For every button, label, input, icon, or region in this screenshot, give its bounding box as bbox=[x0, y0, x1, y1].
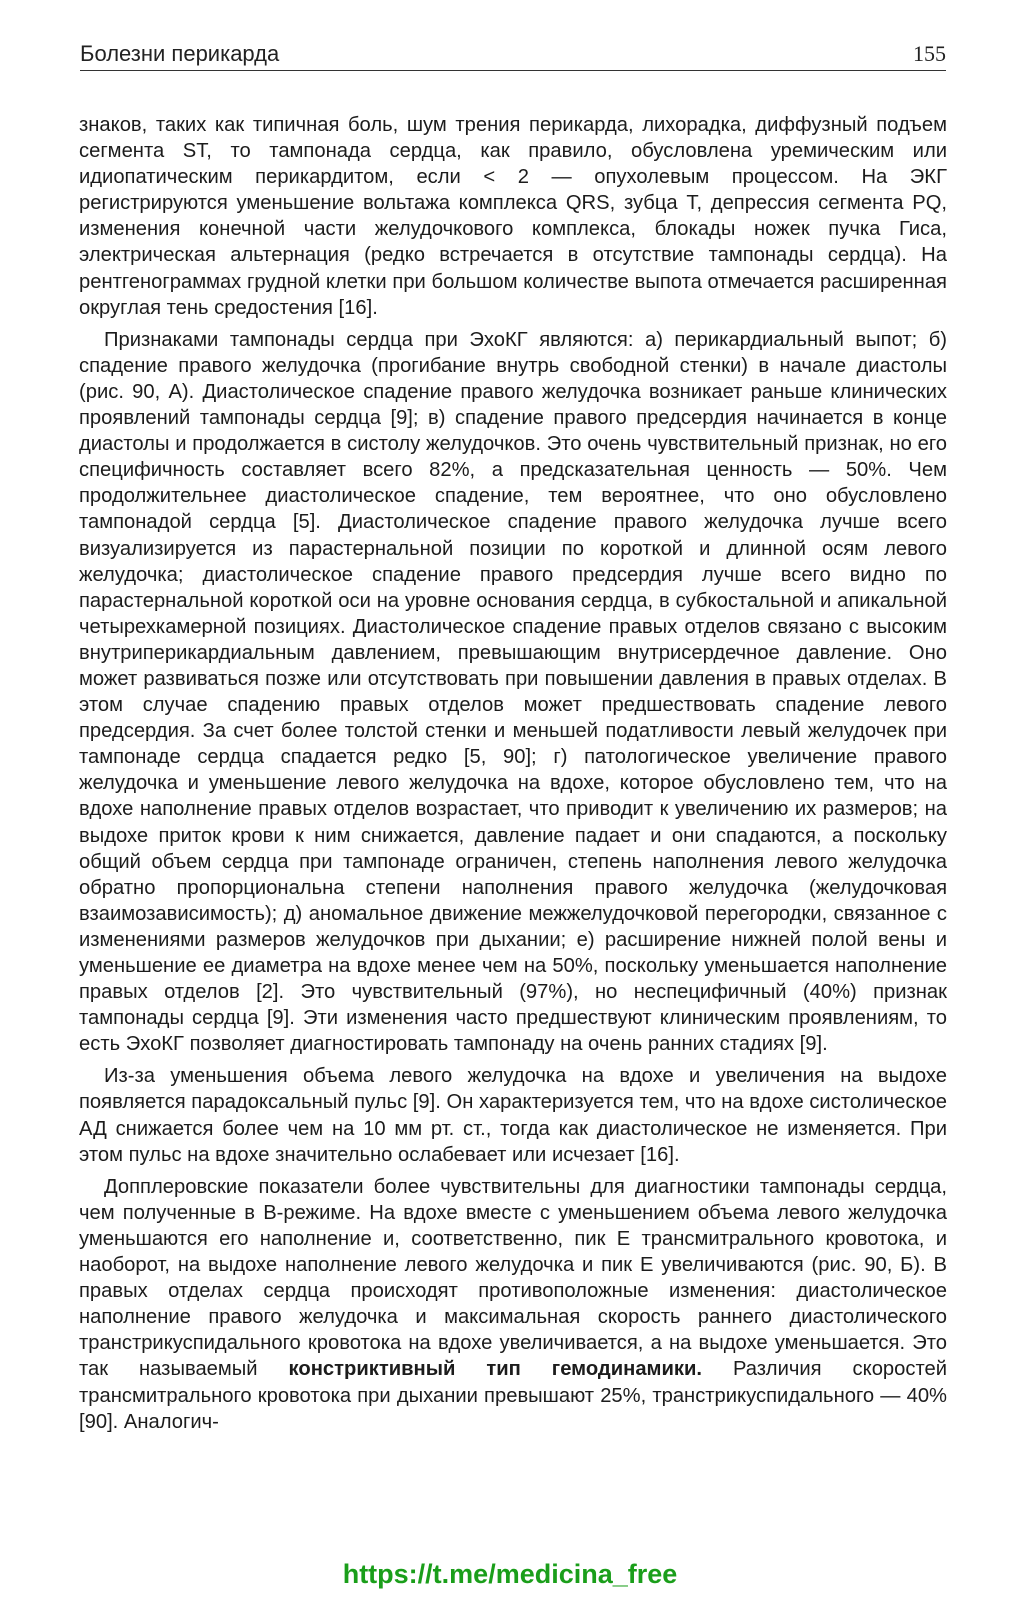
paragraph-3: Из-за уменьшения объема левого желудочка на вдохе и увеличения на выдохе появляется парадоксальный пульс [9]. Он характеризуется тем, что на вдохе систолическое АД снижается более чем на 10 мм рт. ст., тогда как диастолическое не изменяется. При этом пульс на вдохе значительно ослабевает или исчезает [16]. bbox=[79, 1065, 947, 1166]
page-body bbox=[79, 112, 947, 1441]
bold-term: констриктивный тип гемодинамики. bbox=[288, 1358, 703, 1381]
paragraph-2: Признаками тампонады сердца при ЭхоКГ являются: а) перикардиальный выпот; б) спадение правого желудочка (прогибание внутрь свободной стенки) в начале диастолы (рис. 90, А). Диастолическое спадение правого желудочка возникает раньше клинических проявлений тампонады сердца [9]; в) спадение правого предсердия начинается в конце диастолы и продолжается в систолу желудочков. Это очень чувствительный признак, но его специфичность составляет всего 82%, а предсказательная ценность — 50%. Чем продолжительнее диастолическое спадение, тем вероятнее, что оно обусловлено тампонадой сердца [5]. Диастолическое спадение правого желудочка лучше всего визуализируется из парастернальной позиции по короткой и длинной осям левого желудочка; диастолическое спадение правого предсердия лучше всего видно по парастернальной короткой оси на уровне основания сердца, в субкостальной и апикальной четырехкамерной позициях. Диастолическое спадение правых отделов связано с высоким внутриперикардиальным давлением, превышающим внутрисердечное давление. Оно может развиваться позже или отсутствовать при повышении давления в правых отделах. В этом случае спадению правых отделов может предшествовать спадение левого предсердия. За счет более толстой стенки и меньшей податливости левый желудочек при тампонаде сердца спадается редко [5, 90]; г) патологическое увеличение правого желудочка и уменьшение левого желудочка на вдохе, которое обусловлено тем, что на вдохе наполнение правых отделов возрастает, что приводит к увеличению их размеров; на выдохе приток крови к ним снижается, давление падает и они спадаются, а поскольку общий объем сердца при тампонаде ограничен, степень наполнения левого желудочка обратно пропорциональна степени наполнения правого желудочка (желудочковая взаимозависимость); д) аномальное движение межжелудочковой перегородки, связанное с изменениями размеров желудочков при дыхании; е) расширение нижней полой вены и уменьшение ее диаметра на вдохе менее чем на 50%, поскольку уменьшается наполнение правых отделов [2]. Это чувствительный (97%), но неспецифичный (40%) признак тампонады сердца [9]. Эти изменения часто предшествуют клиническим проявлениям, то есть ЭхоКГ позволяет диагностировать тампонаду на очень ранних стадиях [9]. bbox=[79, 328, 947, 1056]
watermark-link[interactable]: https://t.me/medicina_free bbox=[342, 1559, 678, 1589]
paragraph-4-end: Различия скоростей трансмитрального кровотока при дыхании превышают 25%, транстрикуспидального — 40% [90]. Аналогич- bbox=[79, 1358, 947, 1433]
paragraph-4 bbox=[79, 1174, 947, 1435]
running-header bbox=[80, 36, 946, 71]
page-number: 155 bbox=[913, 41, 946, 66]
chapter-title: Болезни перикарда bbox=[80, 41, 280, 66]
paragraph-1: знаков, таких как типичная боль, шум трения перикарда, лихорадка, диффузный подъем сегмента ST, то тампонада сердца, как правило, обусловлена уремическим или идиопатическим перикардитом, если < 2 — опухолевым процессом. На ЭКГ регистрируются уменьшение вольтажа комплекса QRS, зубца T, депрессия сегмента PQ, изменения конечной части желудочкового комплекса, блокады ножек пучка Гиса, электрическая альтернация (редко встречается в отсутствие тампонады сердца). На рентгенограммах грудной клетки при большом количестве выпота отмечается расширенная округлая тень средостения [16]. bbox=[79, 114, 947, 319]
paragraph-4-start: Допплеровские показатели более чувствительны для диагностики тампонады сердца, чем полученные в В-режиме. На вдохе вместе с уменьшением объема левого желудочка уменьшаются его наполнение и, соответственно, пик Е трансмитрального кровотока, и наоборот, на выдохе наполнение левого желудочка и пик Е увеличиваются (рис. 90, Б). В правых отделах сердца происходят противоположные изменения: диастолическое наполнение правого желудочка и максимальная скорость раннего диастолического транстрикуспидального кровотока на вдохе увеличивается, а на выдохе уменьшается. Это так называемый bbox=[79, 1175, 947, 1381]
